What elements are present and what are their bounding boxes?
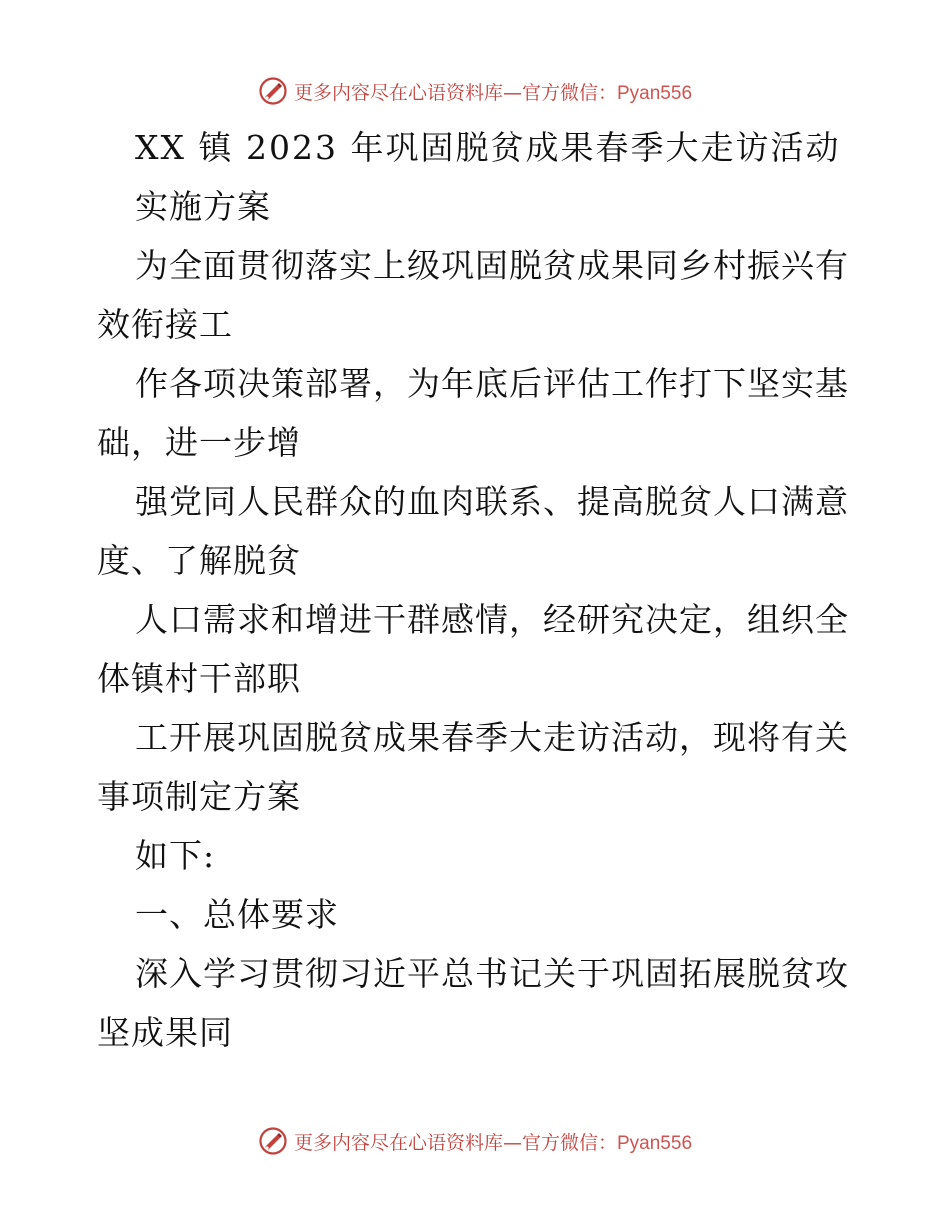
- paragraph-line: 坚成果同: [97, 1013, 233, 1052]
- paragraph-line: 人口需求和增进干群感情，经研究决定，组织全: [135, 600, 849, 639]
- paragraph-line: 如下:: [135, 836, 216, 875]
- section-heading: 一、总体要求: [135, 895, 339, 934]
- pen-seal-icon: [258, 1126, 288, 1156]
- footer-watermark: [0, 1121, 950, 1161]
- paragraph-line: 为全面贯彻落实上级巩固脱贫成果同乡村振兴有: [135, 246, 849, 285]
- document-body: [97, 118, 857, 1062]
- pen-seal-icon: [258, 76, 288, 106]
- watermark-text: 更多内容尽在心语资料库—官方微信：: [293, 81, 617, 104]
- paragraph-line: 深入学习贯彻习近平总书记关于巩固拓展脱贫攻: [135, 954, 849, 993]
- watermark-wechat-id: Pyan556: [617, 1132, 693, 1154]
- paragraph-line: 体镇村干部职: [97, 659, 301, 698]
- paragraph-line: 度、了解脱贫: [97, 541, 301, 580]
- paragraph-line: 强党同人民群众的血肉联系、提高脱贫人口满意: [135, 482, 849, 521]
- paragraph-line: 工开展巩固脱贫成果春季大走访活动，现将有关: [135, 718, 849, 757]
- watermark-wechat-id: Pyan556: [617, 82, 693, 104]
- paragraph-line: 事项制定方案: [97, 777, 301, 816]
- watermark-text: 更多内容尽在心语资料库—官方微信：: [293, 1131, 617, 1154]
- paragraph-line: 效衔接工: [97, 305, 233, 344]
- paragraph-line: 作各项决策部署，为年底后评估工作打下坚实基: [135, 364, 849, 403]
- document-title: XX 镇 2023 年巩固脱贫成果春季大走访活动: [135, 128, 841, 167]
- paragraph-line: 础，进一步增: [97, 423, 301, 462]
- header-watermark: [0, 71, 950, 111]
- document-subtitle: 实施方案: [135, 187, 271, 226]
